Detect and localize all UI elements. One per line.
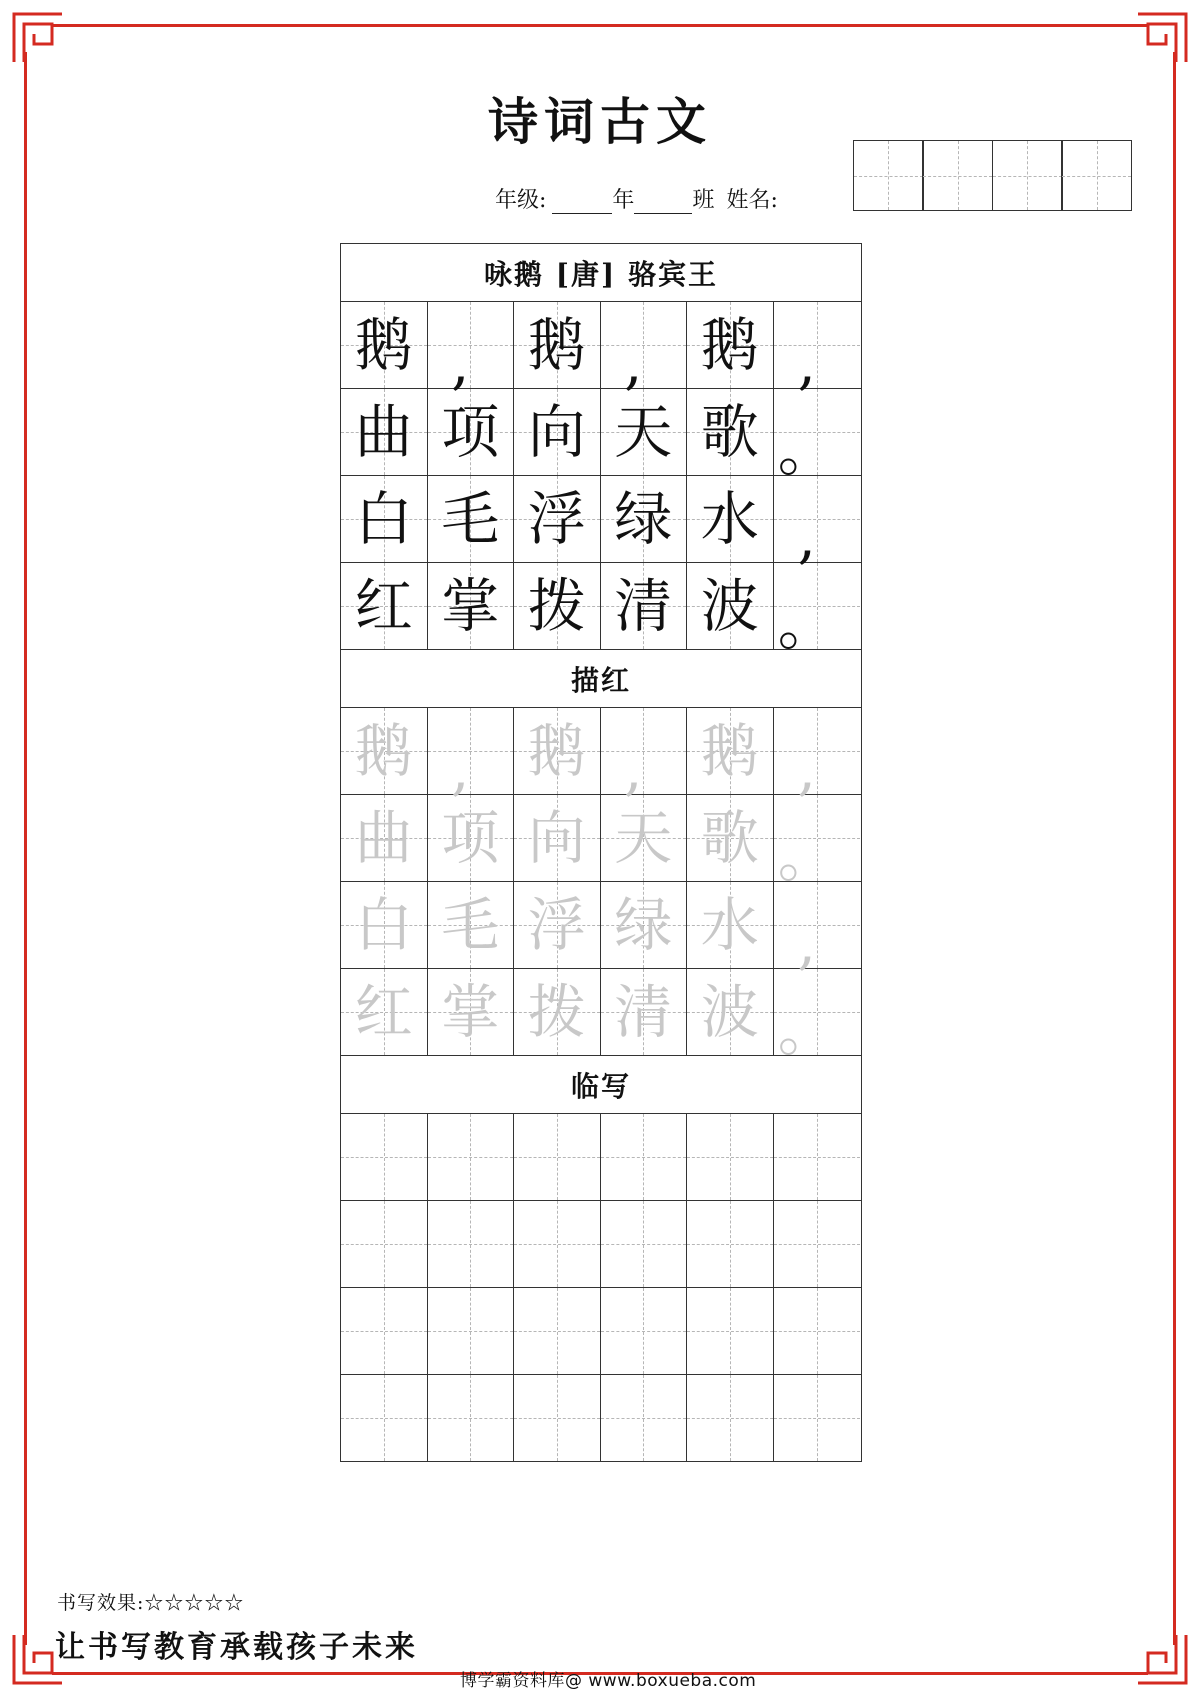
copy-cell[interactable] (687, 1114, 774, 1200)
copy-cell[interactable] (341, 1201, 428, 1287)
poem-character: 水 (700, 485, 759, 553)
trace-character: , (451, 735, 470, 803)
trace-cell[interactable] (774, 708, 861, 803)
trace-cell[interactable] (514, 969, 601, 1055)
poem-cell (341, 389, 428, 475)
poem-cell (514, 302, 601, 388)
poem-cell (687, 302, 774, 388)
name-box[interactable] (853, 140, 924, 211)
name-box[interactable] (992, 140, 1063, 211)
trace-character: 歌 (700, 804, 759, 872)
trace-cell[interactable] (601, 882, 688, 968)
poem-character: 曲 (354, 398, 413, 466)
corner-ornament-bottom-right (1136, 1633, 1188, 1685)
poem-cell (687, 389, 774, 475)
poem-character: 掌 (441, 572, 500, 640)
trace-character: 天 (614, 804, 673, 872)
copy-cell[interactable] (687, 1288, 774, 1374)
copy-row (341, 1288, 861, 1375)
rating-stars[interactable]: ☆☆☆☆☆ (144, 1592, 245, 1614)
poem-cell (601, 302, 688, 397)
poem-grid (341, 302, 861, 658)
poem-character: 鹅 (527, 311, 586, 379)
trace-character: 。 (777, 822, 836, 890)
poem-character: , (624, 329, 643, 397)
poem-cell (687, 563, 774, 649)
poem-cell (341, 302, 428, 388)
copy-grid[interactable] (341, 1114, 861, 1461)
frame-top (52, 24, 1148, 27)
copy-cell[interactable] (428, 1114, 515, 1200)
poem-cell (774, 302, 861, 397)
trace-row (341, 969, 861, 1064)
copy-cell[interactable] (774, 1375, 861, 1461)
poem-row (341, 302, 861, 397)
source-credit: 博学霸资料库@ www.boxueba.com (460, 1671, 757, 1691)
trace-character: 鹅 (354, 717, 413, 785)
trace-cell[interactable] (687, 882, 774, 968)
poem-character: 红 (354, 572, 413, 640)
trace-character: 。 (777, 996, 836, 1064)
poem-character: , (797, 329, 816, 397)
trace-character: 掌 (441, 978, 500, 1046)
poem-character: 绿 (614, 485, 673, 553)
trace-character: 向 (527, 804, 586, 872)
corner-ornament-top-left (12, 12, 64, 64)
trace-cell[interactable] (514, 795, 601, 881)
trace-cell[interactable] (428, 969, 515, 1055)
trace-cell[interactable] (774, 882, 861, 977)
poem-character: 波 (700, 572, 759, 640)
poem-cell (428, 302, 515, 397)
poem-character: 毛 (441, 485, 500, 553)
trace-cell[interactable] (774, 795, 861, 890)
poem-character: 项 (441, 398, 500, 466)
trace-row (341, 882, 861, 977)
trace-cell[interactable] (687, 708, 774, 794)
poem-cell (774, 476, 861, 571)
student-info-line (495, 183, 778, 214)
poem-cell (601, 476, 688, 562)
trace-character: 毛 (441, 891, 500, 959)
poem-cell (514, 563, 601, 649)
copy-cell[interactable] (774, 1201, 861, 1287)
slogan: 让书写教育承载孩子未来 (55, 1630, 418, 1665)
trace-cell[interactable] (428, 708, 515, 803)
grade-label: 年级: (495, 188, 547, 213)
trace-cell[interactable] (341, 882, 428, 968)
trace-row (341, 795, 861, 890)
trace-character: , (797, 909, 816, 977)
poem-cell (601, 563, 688, 649)
poem-character: 清 (614, 572, 673, 640)
trace-heading: 描红 (341, 649, 861, 708)
copy-cell[interactable] (774, 1114, 861, 1200)
class-label: 班 (692, 188, 715, 213)
poem-cell (428, 563, 515, 649)
trace-cell[interactable] (428, 795, 515, 881)
trace-cell[interactable] (687, 795, 774, 881)
trace-cell[interactable] (514, 708, 601, 794)
poem-cell (341, 476, 428, 562)
copy-cell[interactable] (601, 1201, 688, 1287)
page-title: 诗词古文 (488, 92, 712, 151)
copy-cell[interactable] (341, 1114, 428, 1200)
trace-cell[interactable] (774, 969, 861, 1064)
poem-cell (428, 476, 515, 562)
copy-row (341, 1114, 861, 1201)
trace-cell[interactable] (601, 708, 688, 803)
practice-sheet (340, 243, 862, 1462)
trace-character: 鹅 (700, 717, 759, 785)
poem-row (341, 476, 861, 571)
name-writing-boxes[interactable] (854, 140, 1132, 211)
poem-character: 鹅 (700, 311, 759, 379)
evaluation-label: 书写效果: (57, 1592, 145, 1614)
name-label: 姓名: (726, 188, 778, 213)
poem-heading: 咏鹅 [唐] 骆宾王 (341, 244, 861, 302)
trace-character: , (797, 735, 816, 803)
copy-cell[interactable] (428, 1288, 515, 1374)
writing-evaluation (57, 1588, 244, 1615)
class-blank[interactable] (634, 193, 692, 214)
trace-character: 白 (354, 891, 413, 959)
trace-character: 水 (700, 891, 759, 959)
copy-cell[interactable] (687, 1201, 774, 1287)
poem-row (341, 389, 861, 484)
poem-character: 白 (354, 485, 413, 553)
copy-cell[interactable] (514, 1288, 601, 1374)
trace-character: 项 (441, 804, 500, 872)
trace-character: 浮 (527, 891, 586, 959)
trace-cell[interactable] (341, 969, 428, 1055)
poem-cell (514, 476, 601, 562)
copy-row (341, 1201, 861, 1288)
poem-character: 拨 (527, 572, 586, 640)
copy-row (341, 1375, 861, 1461)
poem-cell (514, 389, 601, 475)
trace-cell[interactable] (601, 795, 688, 881)
poem-character: 。 (777, 416, 836, 484)
poem-cell (428, 389, 515, 475)
copy-cell[interactable] (774, 1288, 861, 1374)
copy-cell[interactable] (341, 1375, 428, 1461)
poem-cell (687, 476, 774, 562)
copy-cell[interactable] (341, 1288, 428, 1374)
poem-character: 歌 (700, 398, 759, 466)
trace-character: 波 (700, 978, 759, 1046)
trace-character: 拨 (527, 978, 586, 1046)
poem-cell (774, 389, 861, 484)
poem-character: 天 (614, 398, 673, 466)
trace-character: 红 (354, 978, 413, 1046)
trace-cell[interactable] (341, 708, 428, 794)
poem-character: 向 (527, 398, 586, 466)
trace-character: 鹅 (527, 717, 586, 785)
trace-character: 清 (614, 978, 673, 1046)
copy-cell[interactable] (601, 1288, 688, 1374)
grade-blank[interactable] (552, 193, 612, 214)
poem-cell (774, 563, 861, 658)
frame-right (1173, 52, 1176, 1645)
trace-cell[interactable] (601, 969, 688, 1055)
copy-heading: 临写 (341, 1055, 861, 1114)
name-box[interactable] (1061, 140, 1132, 211)
poem-cell (341, 563, 428, 649)
trace-cell[interactable] (341, 795, 428, 881)
trace-cell[interactable] (514, 882, 601, 968)
trace-character: , (624, 735, 643, 803)
trace-cell[interactable] (428, 882, 515, 968)
name-box[interactable] (922, 140, 993, 211)
trace-row (341, 708, 861, 803)
copy-cell[interactable] (601, 1375, 688, 1461)
copy-cell[interactable] (428, 1375, 515, 1461)
trace-character: 曲 (354, 804, 413, 872)
poem-character: , (797, 503, 816, 571)
poem-character: 鹅 (354, 311, 413, 379)
trace-grid[interactable] (341, 708, 861, 1064)
trace-character: 绿 (614, 891, 673, 959)
trace-cell[interactable] (687, 969, 774, 1055)
copy-cell[interactable] (687, 1375, 774, 1461)
poem-character: 。 (777, 590, 836, 658)
poem-row (341, 563, 861, 658)
frame-left (24, 52, 27, 1645)
copy-cell[interactable] (514, 1201, 601, 1287)
poem-character: 浮 (527, 485, 586, 553)
copy-cell[interactable] (428, 1201, 515, 1287)
year-label: 年 (612, 188, 635, 213)
copy-cell[interactable] (514, 1375, 601, 1461)
poem-cell (601, 389, 688, 475)
copy-cell[interactable] (601, 1114, 688, 1200)
poem-character: , (451, 329, 470, 397)
corner-ornament-top-right (1136, 12, 1188, 64)
copy-cell[interactable] (514, 1114, 601, 1200)
